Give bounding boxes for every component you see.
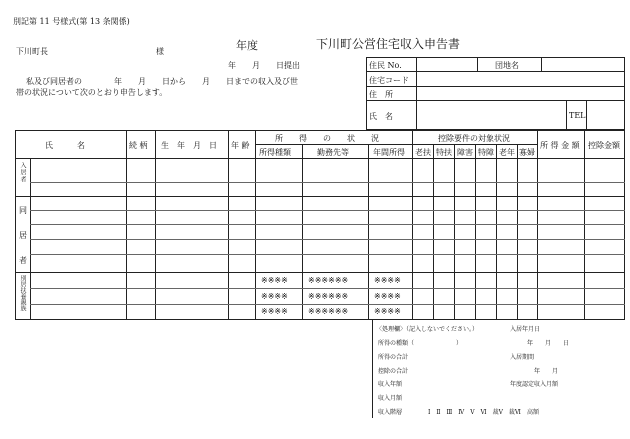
- col-deduction-header: 控除要件の対象状況: [438, 134, 510, 143]
- honorific: 様: [156, 47, 164, 56]
- masked-cell: ※※※※: [374, 276, 401, 285]
- masked-cell: ※※※※: [374, 307, 401, 316]
- deduction-total-label: 控除の合計: [378, 368, 409, 375]
- address-label: 住 所: [369, 90, 393, 99]
- masked-cell: ※※※※※※: [308, 307, 349, 316]
- residence-period-label: 入居期間: [510, 354, 535, 361]
- submission-date: 年 月 日提出: [228, 61, 300, 70]
- col-income-type-header: 所得種類: [259, 148, 291, 157]
- form-number: 別記第 11 号様式(第 13 条関係): [13, 17, 130, 26]
- addressee: 下川町長: [16, 47, 48, 56]
- monthly-income-label: 収入月額: [378, 395, 403, 402]
- office-use-title: 〈処理欄〉（記入しないでください。）: [376, 326, 479, 333]
- resident-no-label: 住民 No.: [369, 61, 402, 70]
- masked-cell: ※※※※※※: [308, 292, 349, 301]
- masked-cell: ※※※※: [261, 276, 288, 285]
- complex-name-label: 団地名: [495, 61, 519, 70]
- col-birthdate-header: 生 年 月 日: [161, 141, 217, 150]
- col-deduct-3: 特障: [478, 148, 494, 157]
- move-in-date-label: 入居年月日: [510, 326, 541, 333]
- col-employer-header: 勤務先等: [317, 148, 349, 157]
- label-separate-dependents: 別居扶養親族: [19, 275, 26, 311]
- masked-cell: ※※※※: [261, 292, 288, 301]
- col-deduct-4: 老年: [499, 148, 515, 157]
- col-age-header: 年 齢: [231, 141, 250, 150]
- income-class-label: 収入階層: [378, 409, 403, 416]
- masked-cell: ※※※※: [261, 307, 288, 316]
- col-income-status-header: 所 得 の 状 況: [275, 134, 379, 143]
- col-deduct-0: 老扶: [415, 148, 431, 157]
- declaration-line-1: 私及び同居者の 年 月 日から 月 日までの収入及び世: [26, 77, 298, 86]
- col-deduct-amount-header: 控除金額: [588, 141, 620, 150]
- col-income-amount-header: 所 得 金 額: [540, 141, 580, 150]
- income-class-options: Ⅰ Ⅱ Ⅲ Ⅳ Ⅴ Ⅵ 裁Ⅴ 裁Ⅵ 高額: [428, 409, 539, 416]
- page-title: 下川町公営住宅収入申告書: [316, 37, 461, 51]
- housing-code-label: 住宅コード: [369, 76, 409, 85]
- label-sha: 者: [19, 256, 27, 265]
- declaration-line-2: 帯の状況について次のとおり申告します。: [16, 88, 168, 97]
- masked-cell: ※※※※: [374, 292, 401, 301]
- col-relation-header: 続 柄: [129, 141, 148, 150]
- fiscal-year-label: 年度: [236, 39, 258, 52]
- label-dou: 同: [19, 206, 27, 215]
- move-in-date-value: 年 月 日: [527, 340, 570, 347]
- masked-cell: ※※※※※※: [308, 276, 349, 285]
- name-label: 氏 名: [369, 112, 393, 121]
- residence-period-value: 年 月: [534, 368, 559, 375]
- income-kind-label: 所得の種類（ ）: [378, 340, 463, 347]
- certified-income-label: 年度認定収入月額: [510, 381, 559, 388]
- tel-label: TEL: [569, 111, 586, 120]
- col-annual-income-header: 年間所得: [373, 148, 405, 157]
- col-name-header: 氏 名: [45, 141, 85, 150]
- col-deduct-5: 寡婦: [519, 148, 535, 157]
- label-kyo: 居: [19, 231, 27, 240]
- col-deduct-2: 障害: [457, 148, 473, 157]
- label-tenant: 入居者: [19, 162, 26, 183]
- income-total-label: 所得の合計: [378, 354, 409, 361]
- annual-income-label: 収入年額: [378, 381, 403, 388]
- col-deduct-1: 特扶: [436, 148, 452, 157]
